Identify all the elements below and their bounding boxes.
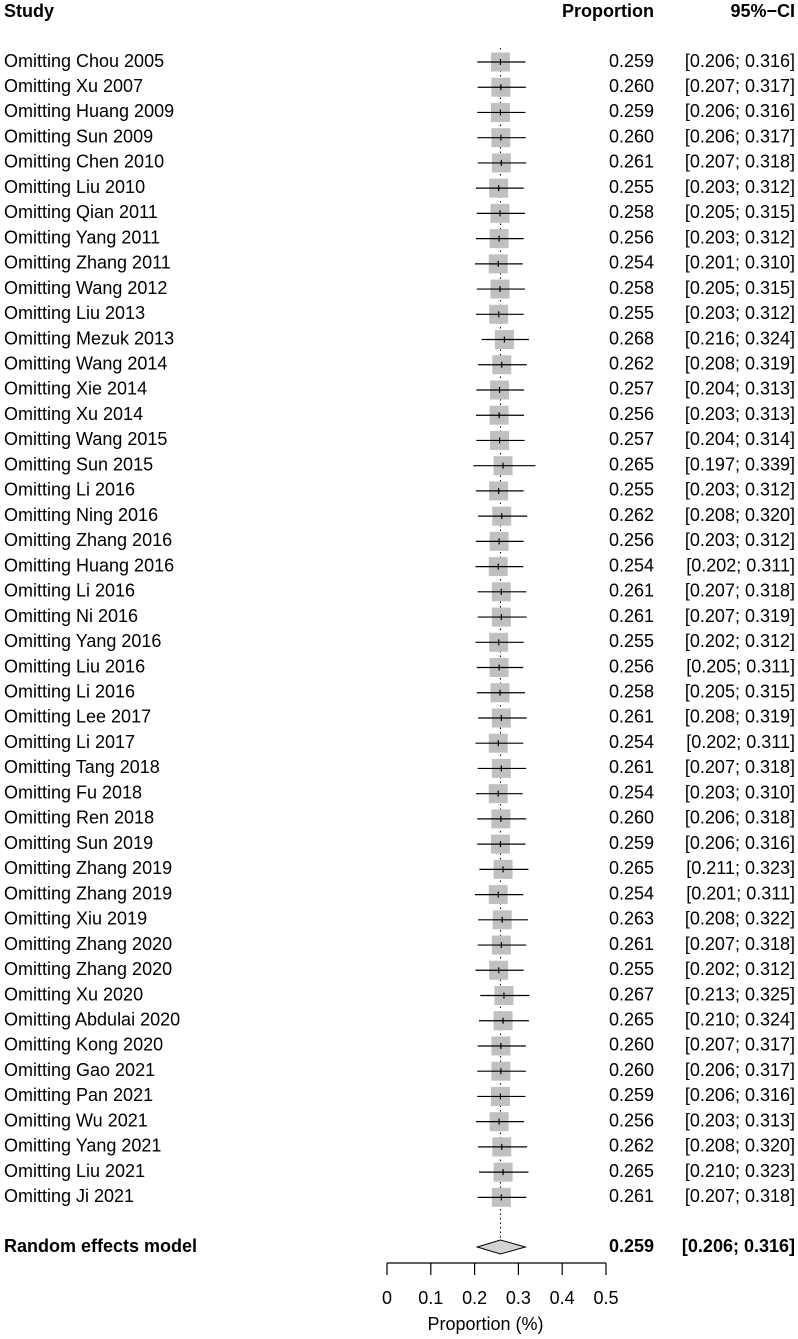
study-label: Omitting Zhang 2019 — [4, 858, 173, 879]
table-row — [4, 101, 795, 122]
study-label: Omitting Ni 2016 — [4, 605, 139, 626]
study-label: Omitting Tang 2018 — [4, 757, 160, 778]
summary-ci-text: [0.206; 0.316] — [681, 1235, 795, 1256]
table-row — [4, 581, 795, 602]
study-ci-text: [0.208; 0.320] — [684, 1135, 795, 1156]
study-ci-text: [0.206; 0.317] — [684, 1059, 795, 1080]
study-ci-text: [0.203; 0.312] — [684, 303, 795, 324]
x-tick-label: 0.4 — [549, 1287, 575, 1308]
study-label: Omitting Fu 2018 — [4, 782, 143, 803]
study-proportion: 0.268 — [608, 328, 654, 349]
study-ci-text: [0.207; 0.319] — [684, 605, 795, 626]
study-proportion: 0.265 — [608, 454, 654, 475]
study-proportion: 0.261 — [608, 151, 654, 172]
table-row — [4, 404, 795, 425]
study-label: Omitting Huang 2009 — [4, 101, 175, 122]
study-proportion: 0.260 — [608, 1034, 654, 1055]
table-row — [4, 883, 795, 904]
study-ci-text: [0.202; 0.311] — [686, 731, 795, 752]
study-label: Omitting Chou 2005 — [4, 50, 165, 71]
study-ci-text: [0.206; 0.316] — [684, 832, 795, 853]
study-ci-text: [0.210; 0.323] — [684, 1160, 795, 1181]
table-row — [4, 1060, 795, 1081]
study-proportion: 0.258 — [608, 202, 654, 223]
study-label: Omitting Xiu 2019 — [4, 908, 148, 929]
study-proportion: 0.260 — [608, 126, 654, 147]
table-row — [4, 757, 795, 778]
study-ci-text: [0.201; 0.311] — [686, 883, 795, 904]
table-row — [4, 126, 795, 147]
study-label: Omitting Ning 2016 — [4, 504, 159, 525]
study-ci-text: [0.206; 0.316] — [684, 101, 795, 122]
study-proportion: 0.255 — [608, 479, 654, 500]
study-proportion: 0.267 — [608, 984, 654, 1005]
study-ci-text: [0.205; 0.311] — [686, 656, 795, 677]
study-ci-text: [0.204; 0.314] — [684, 429, 795, 450]
study-ci-text: [0.203; 0.312] — [684, 176, 795, 197]
study-proportion: 0.256 — [608, 1110, 654, 1131]
study-label: Omitting Liu 2013 — [4, 303, 146, 324]
table-row — [4, 1009, 795, 1030]
study-ci-text: [0.203; 0.312] — [684, 227, 795, 248]
study-ci-text: [0.208; 0.322] — [684, 908, 795, 929]
table-row — [4, 959, 795, 980]
study-label: Omitting Zhang 2016 — [4, 530, 173, 551]
study-label: Omitting Wu 2021 — [4, 1110, 148, 1131]
study-ci-text: [0.211; 0.323] — [686, 858, 795, 879]
study-label: Omitting Kong 2020 — [4, 1034, 164, 1055]
table-row — [4, 51, 795, 72]
study-ci-text: [0.207; 0.317] — [684, 75, 795, 96]
study-proportion: 0.261 — [608, 706, 654, 727]
table-row — [4, 227, 795, 248]
study-label: Omitting Qian 2011 — [4, 202, 158, 223]
study-ci-text: [0.203; 0.313] — [684, 403, 795, 424]
table-row — [4, 732, 795, 753]
study-ci-text: [0.203; 0.310] — [684, 782, 795, 803]
study-label: Omitting Zhang 2020 — [4, 933, 173, 954]
study-ci-text: [0.206; 0.316] — [684, 50, 795, 71]
study-proportion: 0.254 — [608, 782, 654, 803]
study-proportion: 0.257 — [608, 378, 654, 399]
table-row — [4, 1110, 795, 1131]
study-proportion: 0.255 — [608, 176, 654, 197]
study-label: Omitting Wang 2012 — [4, 277, 168, 298]
study-label: Omitting Xie 2014 — [4, 378, 148, 399]
table-row — [4, 429, 795, 450]
study-proportion: 0.254 — [608, 883, 654, 904]
table-row — [4, 454, 795, 475]
study-label: Omitting Li 2016 — [4, 580, 136, 601]
study-proportion: 0.255 — [608, 303, 654, 324]
table-row — [4, 1161, 795, 1182]
study-proportion: 0.258 — [608, 681, 654, 702]
table-row — [4, 1035, 795, 1056]
table-row — [4, 782, 795, 803]
study-label: Omitting Sun 2009 — [4, 126, 154, 147]
study-proportion: 0.256 — [608, 227, 654, 248]
study-ci-text: [0.203; 0.313] — [684, 1110, 795, 1131]
study-label: Omitting Li 2016 — [4, 681, 136, 702]
header-ci: 95%−CI — [730, 0, 795, 21]
summary-label: Random effects model — [4, 1235, 198, 1256]
table-row — [4, 303, 795, 324]
study-label: Omitting Wang 2015 — [4, 429, 168, 450]
study-label: Omitting Chen 2010 — [4, 151, 165, 172]
study-proportion: 0.260 — [608, 807, 654, 828]
study-ci-text: [0.213; 0.325] — [684, 984, 795, 1005]
table-row — [4, 480, 795, 501]
study-ci-text: [0.206; 0.318] — [684, 807, 795, 828]
study-ci-text: [0.206; 0.316] — [684, 1085, 795, 1106]
study-proportion: 0.261 — [608, 933, 654, 954]
study-proportion: 0.260 — [608, 75, 654, 96]
study-ci-text: [0.202; 0.312] — [684, 631, 795, 652]
study-ci-text: [0.207; 0.318] — [684, 757, 795, 778]
study-proportion: 0.259 — [608, 1085, 654, 1106]
table-row — [4, 530, 795, 551]
study-label: Omitting Huang 2016 — [4, 555, 175, 576]
table-row — [4, 505, 795, 526]
study-ci-text: [0.208; 0.320] — [684, 504, 795, 525]
table-row — [4, 152, 795, 173]
table-row — [4, 984, 795, 1005]
table-row — [4, 606, 795, 627]
study-proportion: 0.265 — [608, 1009, 654, 1030]
x-tick-label: 0.1 — [418, 1287, 444, 1308]
study-proportion: 0.265 — [608, 858, 654, 879]
study-ci-text: [0.205; 0.315] — [684, 202, 795, 223]
study-ci-text: [0.205; 0.315] — [684, 277, 795, 298]
study-proportion: 0.255 — [608, 631, 654, 652]
study-proportion: 0.262 — [608, 1135, 654, 1156]
study-proportion: 0.256 — [608, 403, 654, 424]
study-proportion: 0.261 — [608, 757, 654, 778]
table-row — [4, 858, 795, 879]
study-ci-text: [0.203; 0.312] — [684, 479, 795, 500]
study-proportion: 0.254 — [608, 252, 654, 273]
study-proportion: 0.265 — [608, 1160, 654, 1181]
study-proportion: 0.258 — [608, 277, 654, 298]
study-ci-text: [0.205; 0.315] — [684, 681, 795, 702]
study-rows — [4, 48, 795, 1239]
study-proportion: 0.255 — [608, 959, 654, 980]
table-row — [4, 278, 795, 299]
study-label: Omitting Li 2017 — [4, 731, 136, 752]
study-ci-text: [0.208; 0.319] — [684, 706, 795, 727]
study-proportion: 0.254 — [608, 731, 654, 752]
study-ci-text: [0.207; 0.317] — [684, 1034, 795, 1055]
table-row — [4, 909, 795, 930]
header-row — [4, 1, 795, 21]
x-tick-label: 0.3 — [505, 1287, 531, 1308]
table-row — [4, 808, 795, 829]
study-ci-text: [0.208; 0.319] — [684, 353, 795, 374]
summary-row — [4, 1236, 795, 1256]
table-row — [4, 707, 795, 728]
study-proportion: 0.262 — [608, 504, 654, 525]
study-proportion: 0.256 — [608, 656, 654, 677]
study-label: Omitting Abdulai 2020 — [4, 1009, 181, 1030]
study-ci-text: [0.210; 0.324] — [684, 1009, 795, 1030]
study-proportion: 0.260 — [608, 1059, 654, 1080]
study-label: Omitting Liu 2010 — [4, 176, 146, 197]
study-ci-text: [0.216; 0.324] — [684, 328, 795, 349]
study-ci-text: [0.204; 0.313] — [684, 378, 795, 399]
study-label: Omitting Ren 2018 — [4, 807, 155, 828]
study-ci-text: [0.207; 0.318] — [684, 151, 795, 172]
study-label: Omitting Zhang 2011 — [4, 252, 171, 273]
study-label: Omitting Yang 2016 — [4, 631, 162, 652]
table-row — [4, 379, 795, 400]
study-label: Omitting Gao 2021 — [4, 1059, 156, 1080]
study-ci-text: [0.207; 0.318] — [684, 1186, 795, 1207]
study-label: Omitting Sun 2019 — [4, 832, 154, 853]
table-row — [4, 934, 795, 955]
table-row — [4, 1085, 795, 1106]
study-proportion: 0.259 — [608, 50, 654, 71]
table-row — [4, 682, 795, 703]
study-label: Omitting Xu 2007 — [4, 75, 144, 96]
table-row — [4, 833, 795, 854]
table-row — [4, 631, 795, 652]
study-label: Omitting Mezuk 2013 — [4, 328, 175, 349]
study-label: Omitting Zhang 2019 — [4, 883, 173, 904]
summary-proportion: 0.259 — [608, 1235, 654, 1256]
study-label: Omitting Li 2016 — [4, 479, 136, 500]
study-label: Omitting Ji 2021 — [4, 1186, 135, 1207]
study-label: Omitting Xu 2014 — [4, 403, 144, 424]
study-ci-text: [0.201; 0.310] — [684, 252, 795, 273]
study-ci-text: [0.202; 0.312] — [684, 959, 795, 980]
header-proportion: Proportion — [562, 0, 654, 21]
study-proportion: 0.261 — [608, 580, 654, 601]
table-row — [4, 328, 795, 349]
study-proportion: 0.254 — [608, 555, 654, 576]
study-proportion: 0.257 — [608, 429, 654, 450]
study-label: Omitting Xu 2020 — [4, 984, 144, 1005]
table-row — [4, 1186, 795, 1207]
study-proportion: 0.261 — [608, 605, 654, 626]
study-ci-text: [0.202; 0.311] — [686, 555, 795, 576]
table-row — [4, 253, 795, 274]
study-ci-text: [0.207; 0.318] — [684, 580, 795, 601]
study-ci-text: [0.197; 0.339] — [684, 454, 795, 475]
table-row — [4, 354, 795, 375]
table-row — [4, 177, 795, 198]
x-tick-label: 0.5 — [593, 1287, 619, 1308]
table-row — [4, 656, 795, 677]
table-row — [4, 1136, 795, 1157]
table-row — [4, 202, 795, 223]
x-tick-label: 0.2 — [462, 1287, 488, 1308]
table-row — [4, 555, 795, 576]
study-proportion: 0.261 — [608, 1186, 654, 1207]
study-proportion: 0.262 — [608, 353, 654, 374]
study-proportion: 0.259 — [608, 101, 654, 122]
study-ci-text: [0.207; 0.318] — [684, 933, 795, 954]
study-ci-text: [0.206; 0.317] — [684, 126, 795, 147]
study-label: Omitting Pan 2021 — [4, 1085, 154, 1106]
study-label: Omitting Yang 2021 — [4, 1135, 162, 1156]
study-label: Omitting Wang 2014 — [4, 353, 168, 374]
summary-diamond — [477, 1240, 525, 1254]
study-proportion: 0.263 — [608, 908, 654, 929]
study-proportion: 0.256 — [608, 530, 654, 551]
header-study: Study — [4, 0, 55, 21]
study-label: Omitting Lee 2017 — [4, 706, 152, 727]
study-proportion: 0.259 — [608, 832, 654, 853]
study-label: Omitting Liu 2021 — [4, 1160, 146, 1181]
study-ci-text: [0.203; 0.312] — [684, 530, 795, 551]
x-axis — [382, 1263, 619, 1334]
study-label: Omitting Zhang 2020 — [4, 959, 173, 980]
study-label: Omitting Sun 2015 — [4, 454, 154, 475]
x-tick-label: 0 — [381, 1287, 393, 1308]
study-label: Omitting Yang 2011 — [4, 227, 161, 248]
x-axis-label: Proportion (%) — [427, 1313, 544, 1334]
table-row — [4, 76, 795, 97]
study-label: Omitting Liu 2016 — [4, 656, 146, 677]
